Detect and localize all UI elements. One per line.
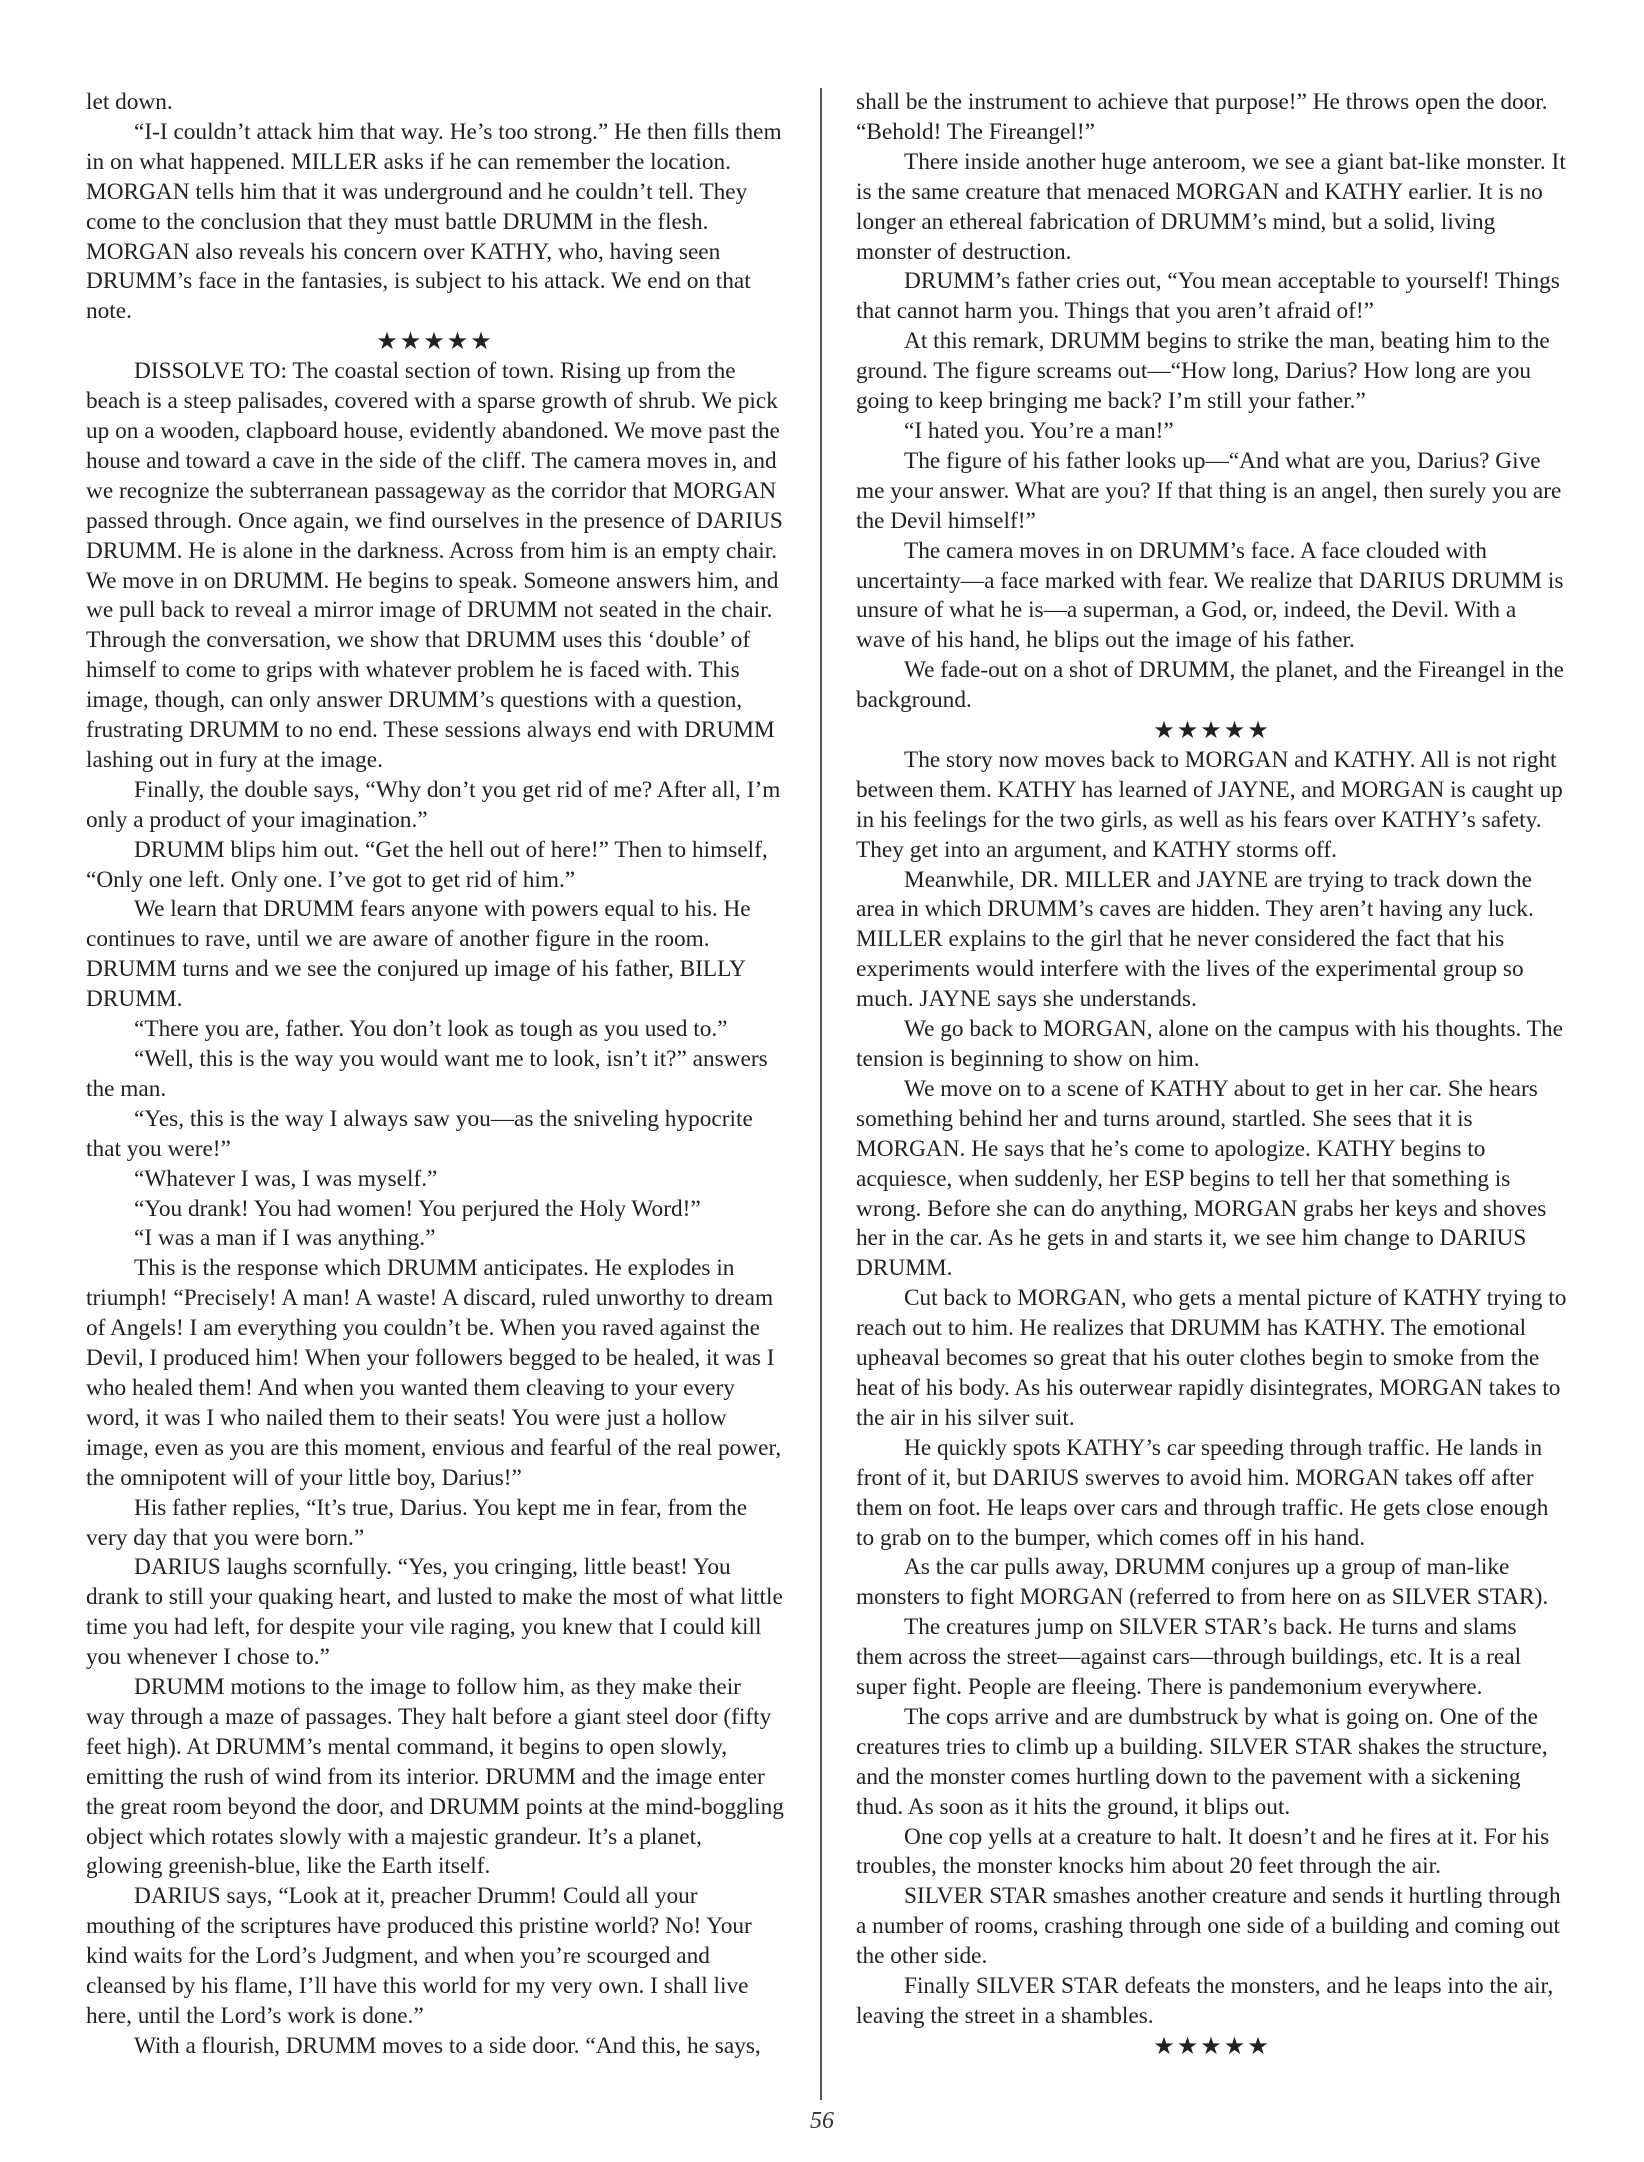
paragraph: “Whatever I was, I was myself.” [134,1165,438,1192]
paragraph: DARIUS says, “Look at it, preacher Drumm! Could all your mouthing of the scriptures have produced this pristine world? No! Your kind waits for the Lord’s Judgment, and when you’re scourged and cleansed by his flame, I’ll have this world for my very own. I shall live here, until the Lord’s work is done.” [86,1883,752,2029]
paragraph: There inside another huge anteroom, we see a giant bat-like monster. It is the same creature that menaced MORGAN and KATHY earlier. It is no longer an ethereal fabrication of DRUMM’s mind, but a solid, living monster of destruction. [856,148,1566,265]
paragraph: The cops arrive and are dumbstruck by what is going on. One of the creatures tries to climb up a building. SILVER STAR shakes the structure, and the monster comes hurtling down to the pavement with a sickening thud. As soon as it hits the ground, it blips out. [856,1703,1548,1820]
paragraph: One cop yells at a creature to halt. It doesn’t and he fires at it. For his troubles, the monster knocks him about 20 feet through the air. [856,1823,1550,1880]
paragraph: DRUMM’s father cries out, “You mean acceptable to yourself! Things that cannot harm you. Things that you aren’t afraid of!” [856,268,1560,325]
section-separator: ★★★★★ [1153,716,1271,745]
paragraph: “I was a man if I was anything.” [134,1225,436,1252]
paragraph: We move on to a scene of KATHY about to get in her car. She hears something behind her and turns around, startled. She sees that it is MORGAN. He says that he’s come to apologize. KATHY begins to acquiesce, when suddenly, her ESP begins to tell her that something is wrong. Before she can do anything, MORGAN grabs her keys and shoves her in the car. As he gets in and starts it, we see him change to DARIUS DRUMM. [856,1075,1547,1282]
paragraph: DISSOLVE TO: The coastal section of town. Rising up from the beach is a steep palisades, covered with a sparse growth of shrub. We pick up on a wooden, clapboard house, evidently abandoned. We move past the house and toward a cave in the side of the cliff. The camera moves in, and we recognize the subterranean passageway as the corridor that MORGAN passed through. Once again, we find ourselves in the presence of DARIUS DRUMM. He is alone in the darkness. Across from him is an empty chair. We move in on DRUMM. He begins to speak. Someone answers him, and we pull back to reveal a mirror image of DRUMM not seated in the chair. Through the conversation, we show that DRUMM uses this ‘double’ of himself to come to grips with whatever problem he is faced with. This image, though, can only answer DRUMM’s questions with a question, frustrating DRUMM to no end. These sessions always end with DRUMM lashing out in fury at the image. [86,358,783,773]
paragraph: The figure of his father looks up—“And what are you, Darius? Give me your answer. What are you? If that thing is an angel, then surely you are the Devil himself!” [856,447,1562,534]
paragraph: Cut back to MORGAN, who gets a mental picture of KATHY trying to reach out to him. He realizes that DRUMM has KATHY. The emotional upheaval becomes so great that his outer clothes begin to smoke from the heat of his body. As his outerwear rapidly disintegrates, MORGAN takes to the air in his silver suit. [856,1285,1567,1431]
paragraph: This is the response which DRUMM anticipates. He explodes in triumph! “Precisely! A man! A waste! A discard, ruled unworthy to dream of Angels! I am everything you couldn’t be. When you raved against the Devil, I produced him! When your followers begged to be healed, it was I who healed them! And when you wanted them cleaving to your every word, it was I who nailed them to their seats! You were just a hollow image, even as you are this moment, envious and fearful of the real power, the omnipotent will of your little boy, Darius!” [86,1255,782,1491]
paragraph: SILVER STAR smashes another creature and sends it hurtling through a number of rooms, crashing through one side of a building and coming out the other side. [856,1883,1561,1970]
section-separator: ★★★★★ [1153,2031,1271,2060]
paragraph: shall be the instrument to achieve that purpose!” He throws open the door. “Behold! The Fireangel!” [856,89,1548,145]
paragraph: DRUMM blips him out. “Get the hell out of here!” Then to himself, “Only one left. Only one. I’ve got to get rid of him.” [86,836,768,893]
paragraph: He quickly spots KATHY’s car speeding through traffic. He lands in front of it, but DARIUS swerves to avoid him. MORGAN takes off after them on foot. He leaps over cars and through traffic. He gets close enough to grab on to the bumper, which comes off in his hand. [856,1434,1549,1551]
paragraph: “You drank! You had women! You perjured the Holy Word!” [134,1195,701,1222]
paragraph: The creatures jump on SILVER STAR’s back. He turns and slams them across the street—against cars—through buildings, etc. It is a real super fight. People are fleeing. There is pandemonium everywhere. [856,1614,1522,1701]
paragraph: “Well, this is the way you would want me to look, isn’t it?” answers the man. [86,1046,768,1102]
left-column [86,88,784,2062]
paragraph: The camera moves in on DRUMM’s face. A face clouded with uncertainty—a face marked with fear. We realize that DARIUS DRUMM is unsure of what he is—a superman, a God, or, indeed, the Devil. With a wave of his hand, he blips out the image of his father. [856,537,1564,654]
paragraph: Finally, the double says, “Why don’t you get rid of me? After all, I’m only a product of your imagination.” [86,776,781,833]
paragraph: DRUMM motions to the image to follow him, as they make their way through a maze of passages. They halt before a giant steel door (fifty feet high). At DRUMM’s mental command, it begins to open slowly, emitting the rush of wind from its interior. DRUMM and the image enter the great room beyond the door, and DRUMM points at the mind-boggling object which rotates slowly with a majestic grandeur. It’s a planet, glowing greenish-blue, like the Earth itself. [86,1674,784,1880]
paragraph: “I hated you. You’re a man!” [904,417,1174,444]
paragraph: The story now moves back to MORGAN and KATHY. All is not right between them. KATHY has learned of JAYNE, and MORGAN is caught up in his feelings for the two girls, as well as his fears over KATHY’s safety. They get into an argument, and KATHY storms off. [856,746,1563,863]
paragraph: His father replies, “It’s true, Darius. You kept me in fear, from the very day that you were born.” [86,1494,748,1551]
section-separator: ★★★★★ [376,327,494,356]
paragraph: let down. [86,89,173,115]
paragraph: We fade-out on a shot of DRUMM, the planet, and the Fireangel in the background. [856,657,1564,714]
page-number: 56 [810,2108,834,2134]
paragraph: “I-I couldn’t attack him that way. He’s too strong.” He then fills them in on what happened. MILLER asks if he can remember the location. MORGAN tells him that it was underground and he couldn’t tell. They come to the conclusion that they must battle DRUMM in the flesh. MORGAN also reveals his concern over KATHY, who, having seen DRUMM’s face in the fantasies, is subject to his attack. We end on that note. [86,118,782,325]
paragraph: At this remark, DRUMM begins to strike the man, beating him to the ground. The figure screams out—“How long, Darius? How long are you going to keep bringing me back? I’m still your father.” [856,328,1550,415]
paragraph: “There you are, father. You don’t look as tough as you used to.” [134,1016,728,1043]
paragraph: We go back to MORGAN, alone on the campus with his thoughts. The tension is beginning to show on him. [856,1016,1563,1072]
right-column [856,88,1568,2062]
paragraph: Finally SILVER STAR defeats the monsters, and he leaps into the air, leaving the street in a shambles. [856,1973,1554,2029]
paragraph: Meanwhile, DR. MILLER and JAYNE are trying to track down the area in which DRUMM’s caves are hidden. They aren’t having any luck. MILLER explains to the girl that he never considered the fact that his experiments would interfere with the lives of the experimental group so much. JAYNE says she understands. [856,866,1534,1013]
paragraph: We learn that DRUMM fears anyone with powers equal to his. He continues to rave, until we are aware of another figure in the room. DRUMM turns and we see the conjured up image of his father, BILLY DRUMM. [86,896,751,1013]
paragraph: DARIUS laughs scornfully. “Yes, you cringing, little beast! You drank to still your quaking heart, and lusted to make the most of what little time you had left, for despite your vile raging, you knew that I could kill you whenever I chose to.” [86,1554,783,1671]
paragraph: As the car pulls away, DRUMM conjures up a group of man-like monsters to fight MORGAN (referred to from here on as SILVER STAR). [856,1554,1549,1611]
paragraph: “Yes, this is the way I always saw you—as the sniveling hypocrite that you were!” [86,1105,753,1162]
paragraph: With a flourish, DRUMM moves to a side door. “And this, he says, [134,2032,761,2059]
column-divider [820,88,822,2100]
